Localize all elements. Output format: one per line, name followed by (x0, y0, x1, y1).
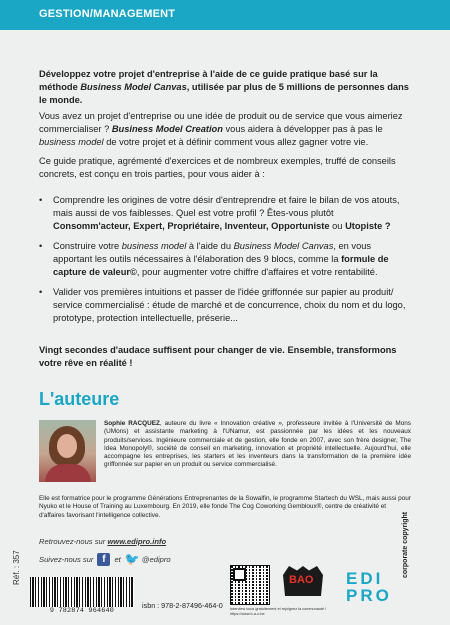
website-line: Retrouvez-nous sur www.edipro.info (39, 537, 167, 546)
paragraph-2: Ce guide pratique, agrémenté d'exercices et de nombreux exemples, truffé de conseils concrets, est conçu en trois parties, pour vous aider à : (39, 156, 396, 179)
author-bio: Sophie RACQUEZ, auteure du livre « Innovation créative », professeure invitée à l'Université de Mons (UMons) et assistante marketing à l'UNamur, est passionnée par les idées et les nouveaux produits/services. Ingénieure commerciale et de gestion, elle fonde en 2007, avec son frère designer, The Idea Monopoly®, société de conseil en marketing, innovation et propriété intellectuelle. Aujourd'hui, elle accompagne les entreprises, les starters et les inventeurs dans la transformation de la première idée griffonnée sur papier en un produit ou service commercialisé. (104, 420, 411, 469)
header-band (0, 0, 450, 30)
method-name: Business Model Canvas (80, 82, 187, 92)
qr-caption: Interview vous gratuitement et rejoignez la communauté ! https://www.b-a-o.be (230, 607, 327, 616)
publisher-logo: EDI PRO (346, 569, 392, 605)
bullet-item-3: • Valider vos premières intuitions et passer de l'idée griffonnée sur papier au produit/ service commercialisé : étude de marché et de concurrence, choix du nom et du logo, prototype, protection intellectuelle, préserie... (39, 286, 411, 325)
bullet-list (39, 194, 411, 332)
intro-paragraph: Développez votre projet d'entreprise à l'aide de ce guide pratique basé sur la méthode Business Model Canvas, utilisée par plus de 5 millions de personnes dans le monde. (39, 69, 409, 105)
category-label: GESTION/MANAGEMENT (39, 8, 176, 20)
vertical-copyright: corporate copyright (402, 511, 409, 578)
twitter-handle[interactable]: @edipro (141, 555, 171, 564)
author-bio-continued: Elle est formatrice pour le programme Générations Entreprenantes de la Sowalfin, le programme Startech du WSL, mais aussi pour Nyuko et le House of Training au Luxembourg. En 2019, elle fonde The Cog Coworking Gembloux®, centre de créativité et d'affaires favorisant l'intelligence collective. (39, 495, 411, 519)
author-name: Sophie RACQUEZ (104, 420, 160, 427)
qr-code (230, 565, 270, 605)
closing-statement: Vingt secondes d'audace suffisent pour changer de vie. Ensemble, transformons votre rêve en réalité ! (39, 345, 397, 368)
author-heading: L'auteure (39, 389, 120, 409)
website-link[interactable]: www.edipro.info (107, 537, 167, 546)
barcode-number: 9 782874 964640 (49, 607, 115, 615)
author-photo (39, 420, 96, 482)
barcode (30, 577, 134, 607)
social-line: Suivez-nous sur f et 🐦 @edipro (39, 552, 171, 566)
paragraph-1: Vous avez un projet d'entreprise ou une idée de produit ou de service que vous aimeriez commercialiser ? Business Model Creation vous aidera à développer pas à pas le business model de votre projet et à définir comment vous allez gagner votre vie. (39, 111, 403, 147)
bao-label: BAO (289, 574, 314, 586)
reference-number: Réf. : 357 (12, 550, 21, 585)
bullet-item-2: • Construire votre business model à l'aide du Business Model Canvas, en vous apportant les outils nécessaires à l'élaboration des 9 blocs, comme la formule de capture de valeur©, pour augmenter votre chiffre d'affaires et votre rentabilité. (39, 240, 411, 279)
bullet-item-1: • Comprendre les origines de votre désir d'entreprendre et faire le bilan de vos atouts, mais aussi de vos faiblesses. Quel est votre profil ? Êtes-vous plutôt Consomm'acteur, Expert, Propriétaire, Inventeur, Opportuniste ou Utopiste ? (39, 194, 411, 233)
facebook-icon[interactable]: f (97, 553, 110, 566)
book-title: Business Model Creation (111, 124, 223, 134)
twitter-icon[interactable]: 🐦 (124, 552, 140, 566)
isbn: isbn : 978-2-87496-464-0 (142, 601, 223, 610)
